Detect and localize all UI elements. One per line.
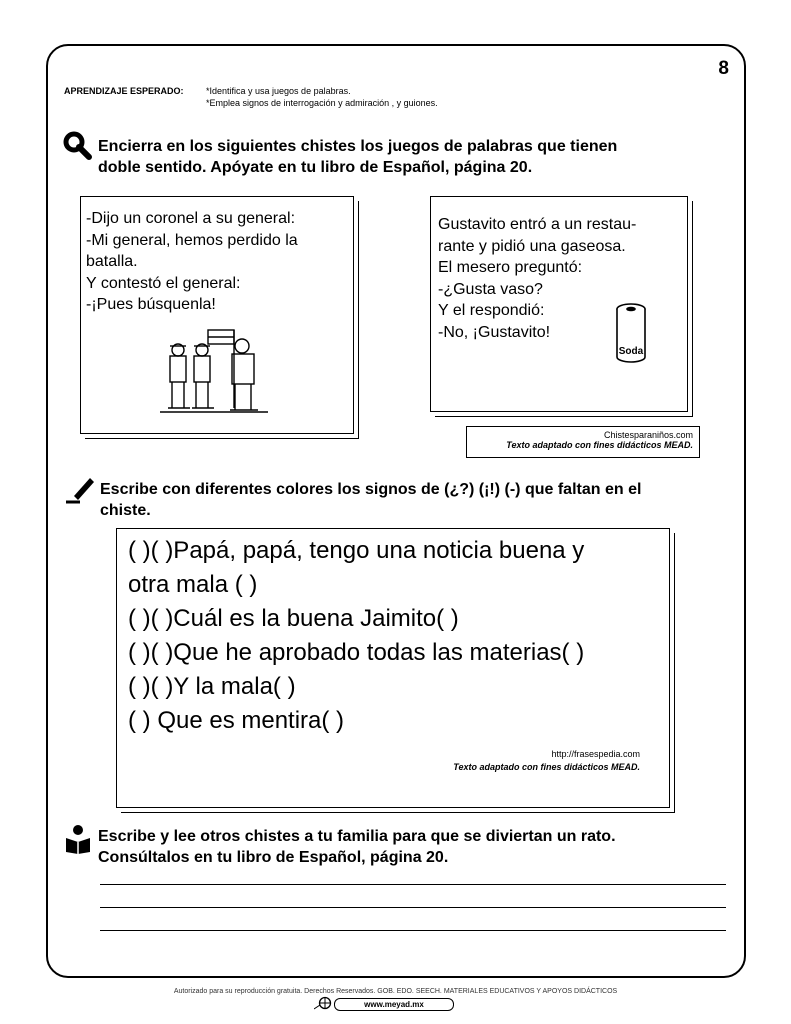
source-note-1: Texto adaptado con fines didácticos MEAD. <box>506 440 693 450</box>
joke-b-line: El mesero preguntó: <box>438 259 583 276</box>
writing-line[interactable] <box>100 907 726 908</box>
joke-a-text <box>86 208 298 316</box>
source-note-2: Texto adaptado con fines didácticos MEAD. <box>453 762 640 772</box>
globe-icon <box>314 996 332 1010</box>
joke-a-line: -Dijo un coronel a su general: <box>86 210 296 227</box>
footer-url[interactable]: www.meyad.mx <box>334 998 454 1011</box>
joke-a-line: batalla. <box>86 253 138 270</box>
section3-instruction-line2: Consúltalos en tu libro de Español, página 20. <box>98 849 449 866</box>
joke-b-line: Y el respondió: <box>438 302 545 319</box>
magnifier-icon <box>62 130 92 160</box>
can-label: Soda <box>618 346 644 357</box>
expected-learning-label: APRENDIZAJE ESPERADO: <box>64 86 184 96</box>
exercise-line: ( )( )Que he aprobado todas las materias( ) <box>128 639 585 666</box>
writing-line[interactable] <box>100 884 726 885</box>
section3-instruction-line1: Escribe y lee otros chistes a tu familia para que se diviertan un rato. <box>98 828 616 845</box>
objective-2: *Emplea signos de interrogación y admiración , y guiones. <box>206 98 438 108</box>
exercise-line: ( ) Que es mentira( ) <box>128 707 345 734</box>
joke-a-line: Y contestó el general: <box>86 274 241 292</box>
joke-b-line: rante y pidió una gaseosa. <box>438 237 626 255</box>
exercise-line: ( )( )Y la mala( ) <box>128 673 296 700</box>
section1-instruction-line2: doble sentido. Apóyate en tu libro de Español, página 20. <box>98 159 533 176</box>
pencil-icon <box>64 474 96 504</box>
joke-b-line: -No, ¡Gustavito! <box>438 323 551 341</box>
section1-instruction-line1: Encierra en los siguientes chistes los juegos de palabras que tienen <box>98 138 618 155</box>
section2-instruction-line2: chiste. <box>100 502 151 519</box>
joke-a-line: -¡Pues búsquenla! <box>86 296 216 313</box>
section2-instruction-line1: Escribe con diferentes colores los signos de (¿?) (¡!) (-) que faltan en el <box>100 481 642 498</box>
exercise-text <box>128 534 584 738</box>
joke-b-line: Gustavito entró a un restau- <box>438 216 637 233</box>
source-site-1: Chistesparaniños.com <box>603 430 693 440</box>
page-number: 8 <box>718 58 729 79</box>
joke-b-text <box>438 214 636 343</box>
objective-1: *Identifica y usa juegos de palabras. <box>206 86 351 96</box>
exercise-line: otra mala ( ) <box>128 571 258 598</box>
writing-line[interactable] <box>100 930 726 931</box>
soda-can-illustration <box>610 302 652 368</box>
exercise-line: ( )( )Papá, papá, tengo una noticia buena y <box>128 537 585 564</box>
source-box-1 <box>466 426 700 458</box>
footer-rights: Autorizado para su reproducción gratuita. Derechos Reservados. GOB. EDO. SEECH. MATERIALES EDUCATIVOS Y APOYOS DIDÁCTICOS <box>173 988 618 995</box>
source-site-2: http://frasespedia.com <box>551 749 640 759</box>
reader-icon <box>64 824 92 854</box>
soldiers-illustration <box>160 328 270 416</box>
joke-b-line: -¿Gusta vaso? <box>438 280 543 298</box>
joke-a-line: -Mi general, hemos perdido la <box>86 231 298 249</box>
exercise-line: ( )( )Cuál es la buena Jaimito( ) <box>128 605 459 632</box>
